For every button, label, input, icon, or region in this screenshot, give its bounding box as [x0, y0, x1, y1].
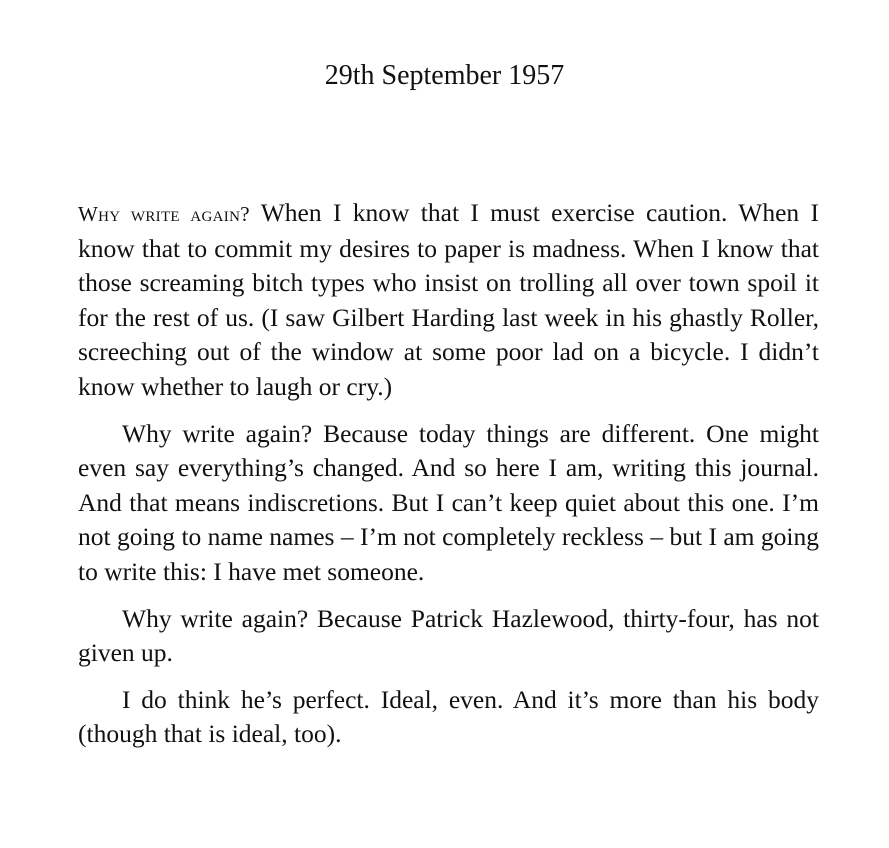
paragraph-3: Why write again? Because Patrick Hazlewood, thirty-four, has not given up.: [78, 603, 819, 668]
paragraph-2: Why write again? Because today things are different. One might even say everything’s changed. And so here I am, writing this journal. And that means indiscretions. But I can’t keep quiet about this one. I’m not going to name names – I’m not completely reckless – but I am going to write this: I have met someone.: [78, 418, 819, 586]
paragraph-1-text: When I know that I must exercise caution. When I know that to commit my desires to paper is madness. When I know that those screaming bitch types who insist on trolling all over town spoil it for the rest of us. (I saw Gilbert Harding last week in his ghastly Roller, screeching out of the window at some poor lad on a bicycle. I didn’t know whether to laugh or cry.): [78, 198, 819, 401]
paragraph-1: [78, 196, 819, 405]
paragraph-4: I do think he’s perfect. Ideal, even. And it’s more than his body (though that is ideal, too).: [78, 684, 819, 749]
paragraph-lead-in: Why write again?: [78, 202, 250, 226]
entry-date-heading: 29th September 1957: [324, 60, 565, 91]
journal-entry-body: [78, 196, 819, 764]
